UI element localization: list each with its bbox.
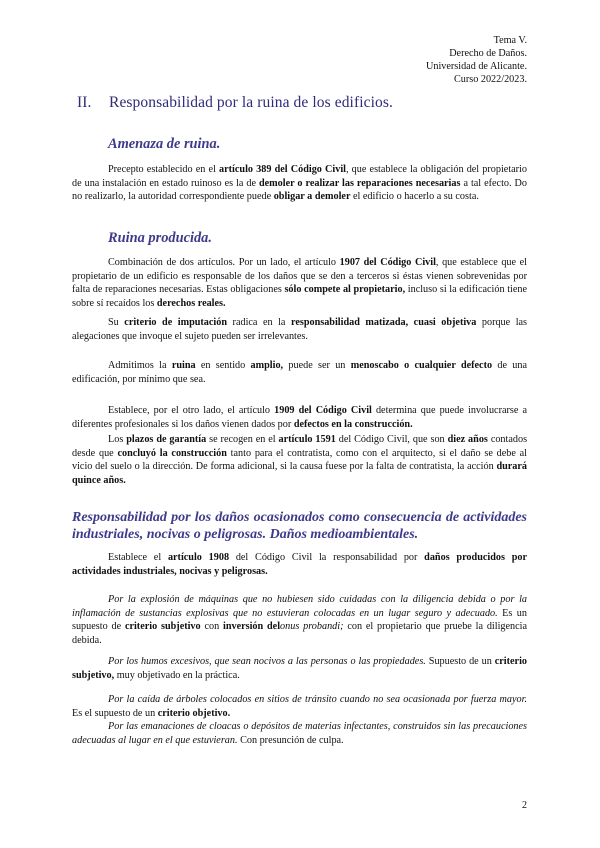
header-subject: Derecho de Daños. [449,48,527,59]
paragraph-actividades-1: Establece el artículo 1908 del Código Civil la responsabilidad por daños producidos por actividades industriales, nocivas y peligrosas. [72,552,527,577]
running-header [426,34,527,86]
section-title [77,94,393,112]
paragraph-actividades-5: Por las emanaciones de cloacas o depósitos de materias infectantes, construidos sin las precauciones adecuadas al lugar en el que estuvieran. Con presunción de culpa. [72,721,527,746]
paragraph-amenaza: Precepto establecido en el artículo 389 del Código Civil, que establece la obligación del propietario de una instalación en estado ruinoso es la de demoler o realizar las reparaciones necesarias a tal efecto. Do no realizarlo, la autoridad correspondiente puede obligar a demoler el edificio o hacerlo a su costa. [72,164,527,203]
header-course: Curso 2022/2023. [453,74,527,85]
paragraph-actividades-3: Por los humos excesivos, que sean nocivos a las personas o las propiedades. Supuesto de un criterio subjetivo, muy objetivado en la práctica. [72,656,527,681]
section-title-text: Responsabilidad por la ruina de los edificios. [109,94,393,111]
paragraph-ruina-2: Su criterio de imputación radica en la responsabilidad matizada, cuasi objetiva porque las alegaciones que invoque el sujeto pueden ser irrelevantes. [72,317,528,342]
header-topic: Tema V. [493,35,527,46]
heading-ruina: Ruina producida. [108,230,212,246]
paragraph-actividades-4: Por la caída de árboles colocados en sitios de tránsito cuando no sea ocasionada por fuerza mayor. Es el supuesto de un criterio objetivo. [72,694,527,719]
paragraph-actividades-2: Por la explosión de máquinas que no hubiesen sido cuidadas con la diligencia debida o por la inflamación de sustancias explosivas que no estuvieran colocadas en un lugar seguro y adecuado. Es un supuesto de criterio subjetivo con inversión delonus probandi; con el propietario que pruebe la diligencia debida. [72,594,527,646]
paragraph-ruina-3: Admitimos la ruina en sentido amplio, puede ser un menoscabo o cualquier defecto de una edificación, por mínimo que sea. [72,360,528,385]
paragraph-ruina-1: Combinación de dos artículos. Por un lado, el artículo 1907 del Código Civil, que establece que el propietario de un edificio es responsable de los daños que se den a terceros si éstas vienen sobrevenidas por falta de reparaciones necesarias. Estas obligaciones sólo compete al propietario, incluso si la edificación tiene sobre sí recaídos los derechos reales. [72,257,527,309]
paragraph-ruina-5: Los plazos de garantía se recogen en el artículo 1591 del Código Civil, que son diez años contados desde que concluyó la construcción tanto para el contratista, como con el arquitecto, si el daño se debe al vicio del suelo o la dirección. De forma adicional, si la causa fuese por la falta de contratista, la acción durará quince años. [72,434,528,486]
page-number: 2 [522,800,527,811]
section-number: II. [77,94,92,111]
header-university: Universidad de Alicante. [426,61,527,72]
heading-actividades: Responsabilidad por los daños ocasionados como consecuencia de actividades industriales, nocivas o peligrosas. Daños medioambientales. [72,510,527,542]
heading-amenaza: Amenaza de ruina. [108,136,221,152]
paragraph-ruina-4: Establece, por el otro lado, el artículo 1909 del Código Civil determina que puede involucrarse a diferentes profesionales si los daños vienen dados por defectos en la construcción. [72,405,527,430]
